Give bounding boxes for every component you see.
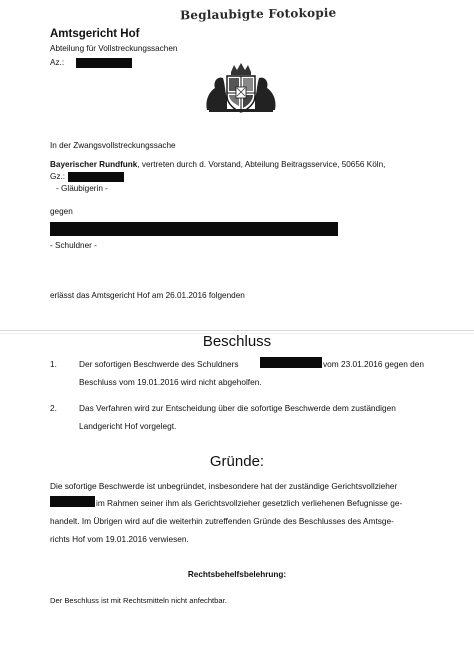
court-name: Amtsgericht Hof [50,28,140,40]
gz-label: Gz.: [50,172,66,181]
redacted-debtor-ref [260,357,322,368]
court-department: Abteilung für Vollstreckungssachen [50,44,178,53]
case-intro: In der Zwangsvollstreckungssache [50,141,176,150]
beschluss-heading: Beschluss [202,333,272,350]
gruende-line-2: im Rahmen seiner ihm als Gerichtsvollzieher gesetzlich verliehenen Befugnisse ge- [96,498,403,508]
legal-remedy-text: Der Beschluss ist mit Rechtsmitteln nicht anfechtbar. [50,596,227,605]
creditor-line [50,160,385,169]
item-2-line-2: Landgericht Hof vorgelegt. [79,421,177,431]
gruende-line-4: richts Hof vom 19.01.2016 verwiesen. [50,534,189,544]
creditor-name: Bayerischer Rundfunk [50,160,138,169]
redacted-gz-number [68,172,124,182]
legal-remedy-heading: Rechtsbehelfsbelehrung: [187,570,287,579]
decree-line: erlässt das Amtsgericht Hof am 26.01.2016 folgenden [50,291,245,300]
creditor-details: , vertreten durch d. Vorstand, Abteilung Beitragsservice, 50656 Köln, [137,160,386,169]
redacted-debtor-name [50,222,338,236]
scan-fold-line [0,330,474,331]
redacted-case-number [76,58,132,68]
debtor-role: - Schuldner - [50,241,97,250]
gruende-line-3: handelt. Im Übrigen wird auf die weiterhin zutreffenden Gründe des Beschlusses des Amtsge- [50,516,394,526]
creditor-role: - Gläubigerin - [56,184,108,193]
bavarian-coat-of-arms-icon [203,62,279,119]
gruende-heading: Gründe: [209,453,265,470]
item-2-line-1: Das Verfahren wird zur Entscheidung über die sofortige Beschwerde dem zuständigen [79,403,396,413]
item-1-number: 1. [50,359,57,369]
item-2-number: 2. [50,403,57,413]
item-1-line-1 [79,356,239,372]
gruende-line-1: Die sofortige Beschwerde ist unbegründet, insbesondere hat der zuständige Gerichtsvollzieher [50,481,398,491]
item-1-line-2: Beschluss vom 19.01.2016 wird nicht abgeholfen. [79,377,262,387]
item-1-text-pre: Der sofortigen Beschwerde des Schuldners [79,359,239,369]
item-1-text-post: vom 23.01.2016 gegen den [323,359,425,369]
certification-stamp: Beglaubigte Fotokopie [179,5,337,23]
az-label: Az.: [50,58,65,67]
redacted-bailiff-name [50,496,95,507]
against-word: gegen [50,207,73,216]
